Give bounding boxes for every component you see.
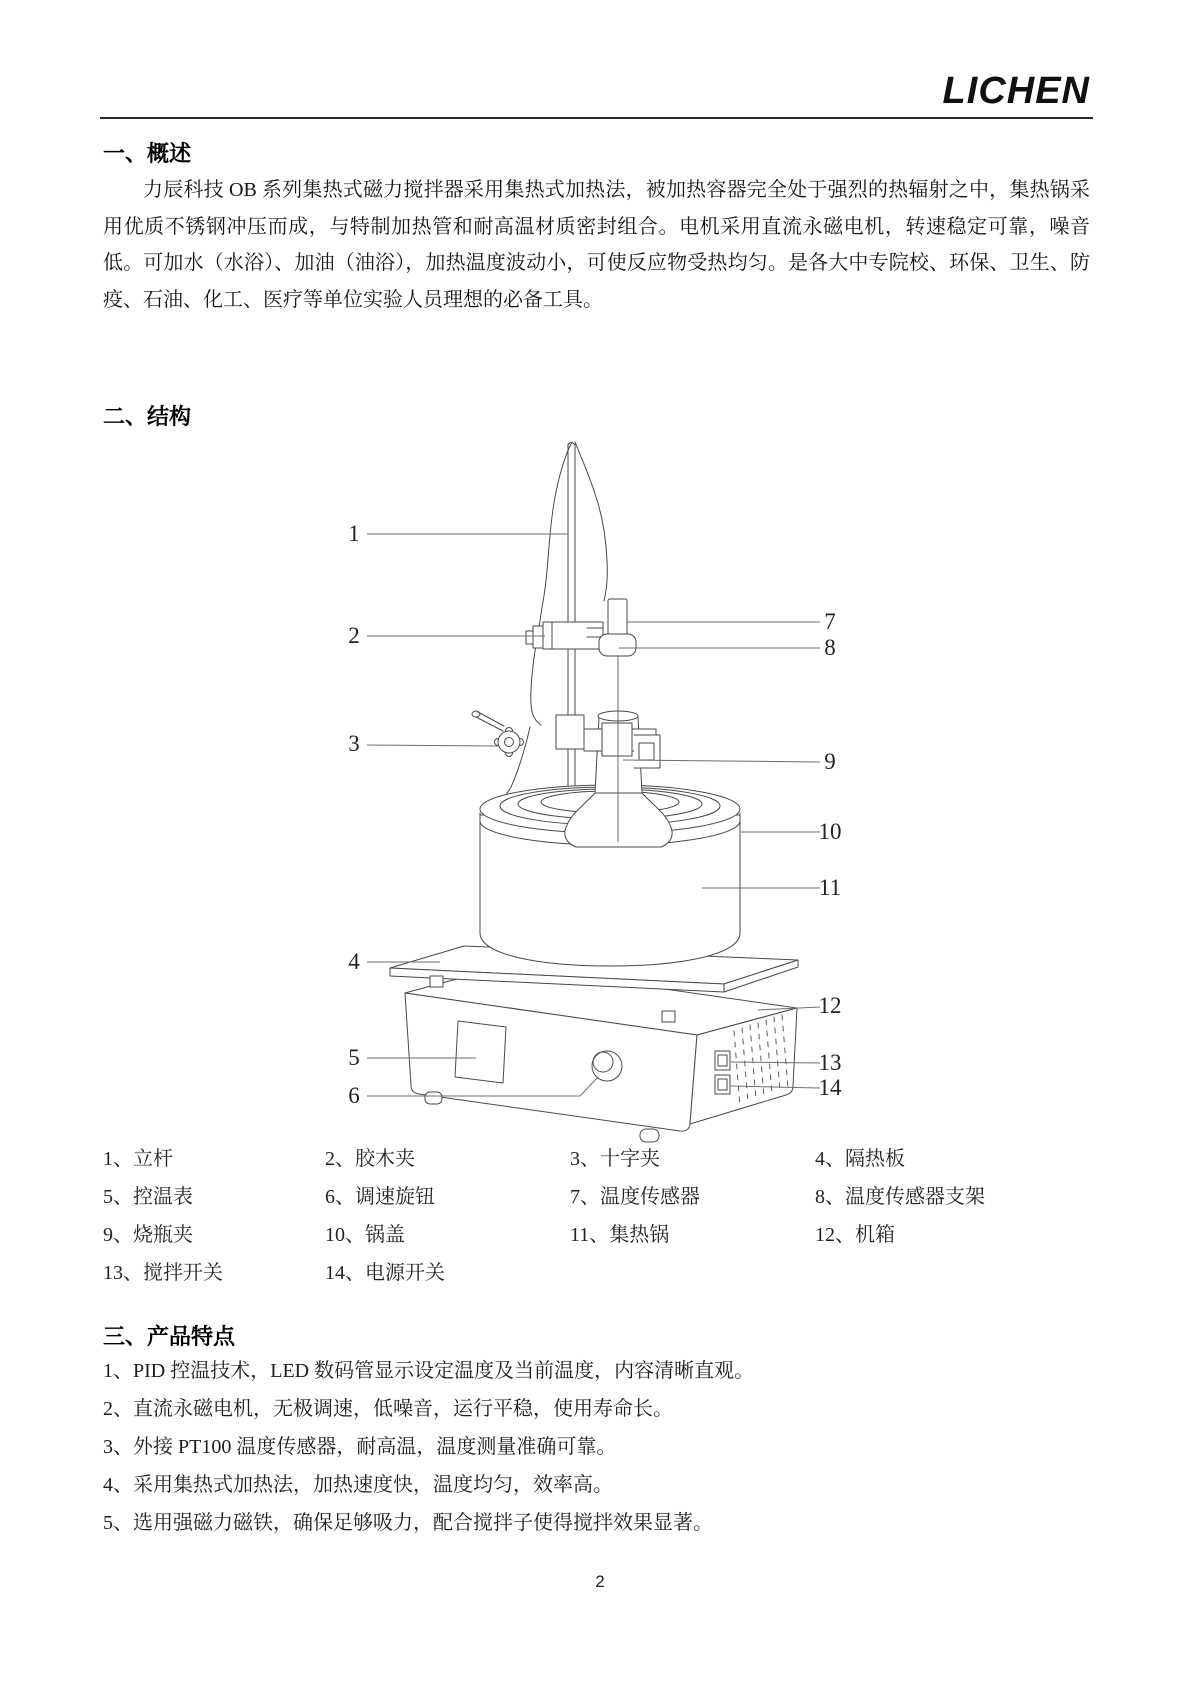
callout-number-2: 2 [348,623,360,648]
temperature-sensor [608,599,627,637]
callout-number-6: 6 [348,1083,360,1108]
callout-number-12: 12 [818,993,842,1018]
cross-clamp-body [556,715,584,749]
legend-item-8: 8、温度传感器支架 [815,1186,985,1208]
callout-number-7: 7 [824,609,836,634]
callout-number-1: 1 [348,521,360,546]
section-heading-structure: 二、结构 [103,404,192,429]
stir-switch [715,1051,730,1070]
plate-tab-right [662,1011,675,1022]
features-list [103,1352,1093,1542]
legend-item-13: 13、搅拌开关 [103,1262,223,1284]
callout-number-11: 11 [818,875,842,900]
callout-number-10: 10 [818,819,842,844]
legend-item-1: 1、立杆 [103,1148,173,1170]
overview-paragraph: 力辰科技 OB 系列集热式磁力搅拌器采用集热式加热法，被加热容器完全处于强烈的热辐射之中，集热锅采用优质不锈钢冲压而成，与特制加热管和耐高温材质密封组合。电机采用直流永磁电机，转速稳定可靠，噪音低。可加水（水浴）、加油（油浴），加热温度波动小，可使反应物受热均匀。是各大中专院校、环保、卫生、防疫、石油、化工、医疗等单位实验人员理想的必备工具。 [103,179,1090,311]
lichen-logo: LICHEN [942,70,1090,112]
clamp-handle [478,712,504,726]
callout-number-3: 3 [348,731,360,756]
callout-number-9: 9 [824,749,836,774]
box-foot-right [640,1129,659,1142]
box-foot-left [425,1092,442,1104]
legend-item-12: 12、机箱 [815,1224,895,1246]
legend-item-2: 2、胶木夹 [325,1148,415,1170]
legend-item-6: 6、调速旋钮 [325,1186,435,1208]
feature-item-5: 5、选用强磁力磁铁，确保足够吸力，配合搅拌子使得搅拌效果显著。 [103,1512,713,1534]
legend-item-5: 5、控温表 [103,1186,193,1208]
legend-item-7: 7、温度传感器 [570,1186,700,1208]
stirrer-diagram-svg [290,395,910,1108]
power-switch [715,1075,730,1094]
parts-legend [103,1142,1093,1294]
stirrer-structure-diagram [290,395,910,1108]
page-number: 2 [595,1572,605,1591]
section-heading-overview: 一、概述 [103,141,192,166]
feature-item-3: 3、外接 PT100 温度传感器，耐高温，温度测量准确可靠。 [103,1436,617,1458]
sensor-bracket [599,634,636,656]
feature-item-4: 4、采用集热式加热法，加热速度快，温度均匀，效率高。 [103,1474,613,1496]
callout-number-4: 4 [348,949,360,974]
callout-number-14: 14 [818,1075,842,1100]
legend-item-4: 4、隔热板 [815,1148,905,1170]
legend-item-14: 14、电源开关 [325,1262,445,1284]
callout-number-5: 5 [348,1045,360,1070]
header-rule [100,117,1093,119]
section-heading-features: 三、产品特点 [103,1324,236,1349]
legend-item-11: 11、集热锅 [570,1224,670,1246]
callout-leader-3 [367,745,498,746]
feature-item-2: 2、直流永磁电机，无极调速，低噪音，运行平稳，使用寿命长。 [103,1398,673,1420]
freehand-outline-left [531,442,572,725]
legend-item-3: 3、十字夹 [570,1148,660,1170]
feature-item-1: 1、PID 控温技术，LED 数码管显示设定温度及当前温度，内容清晰直观。 [103,1360,755,1382]
plate-tab-left [430,976,443,987]
freehand-outline-right [575,442,607,601]
legend-item-9: 9、烧瓶夹 [103,1224,193,1246]
speed-knob [592,1051,622,1081]
callout-number-13: 13 [818,1050,842,1075]
callout-number-8: 8 [824,635,836,660]
legend-item-10: 10、锅盖 [325,1224,405,1246]
